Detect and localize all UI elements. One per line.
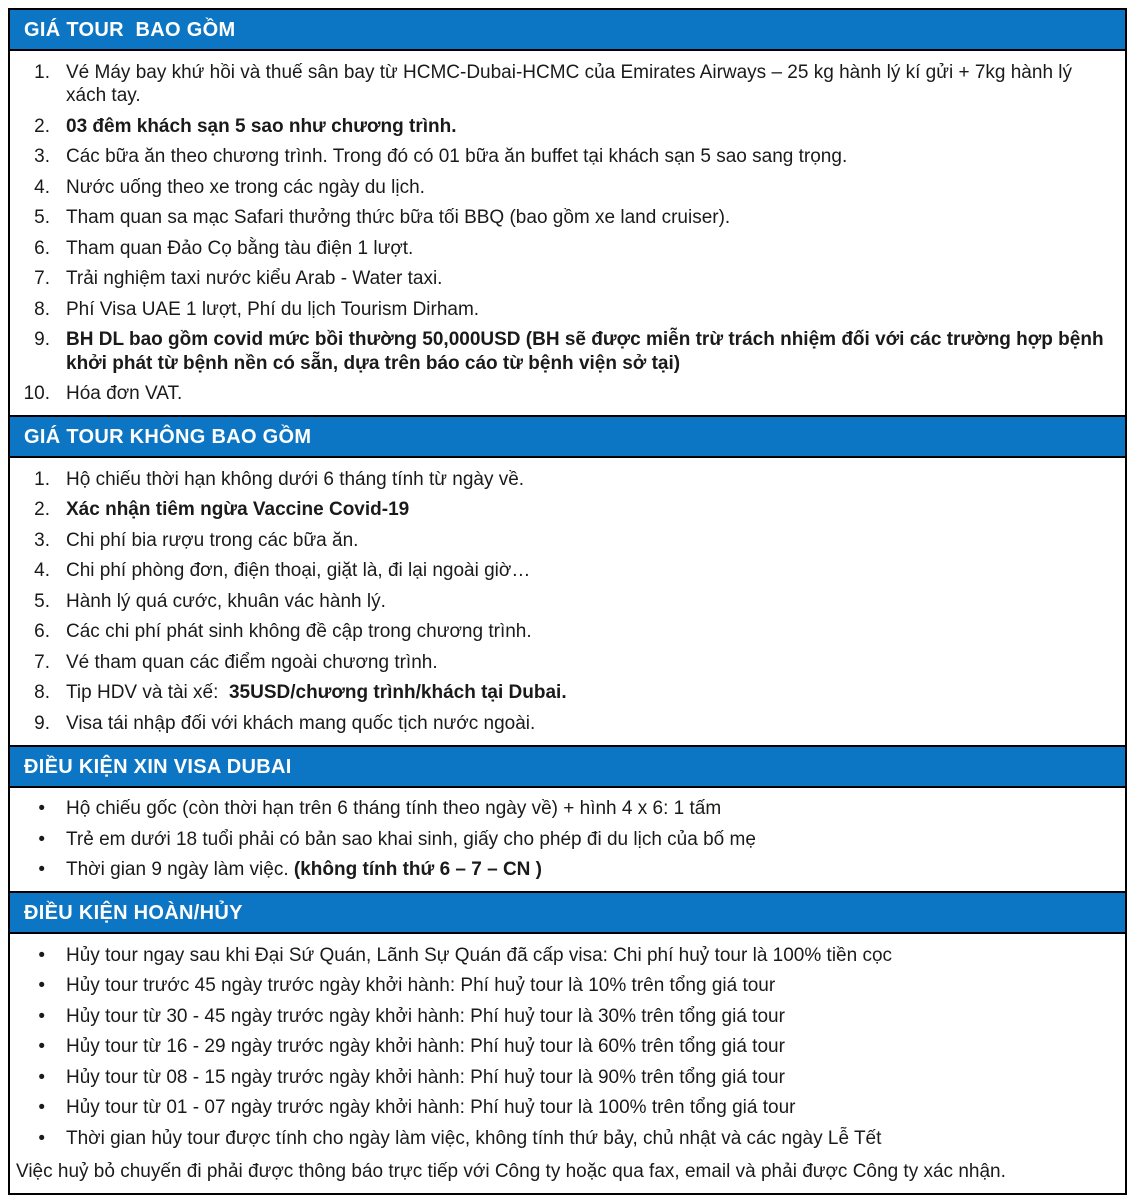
list-item (10, 1093, 1111, 1124)
text-segment: Tham quan sa mạc Safari thưởng thức bữa tối BBQ (bao gồm xe land cruiser). (66, 207, 731, 228)
item-text (66, 858, 1111, 882)
item-text (66, 559, 1111, 583)
item-bullet: • (38, 975, 45, 996)
section-header (10, 891, 1125, 934)
item-bullet: • (38, 859, 45, 880)
document-section (10, 891, 1125, 1193)
item-text (66, 1096, 1111, 1120)
section-body (10, 934, 1125, 1193)
item-text (66, 267, 1111, 291)
item-number: 4. (34, 176, 50, 198)
conditions-table (8, 8, 1127, 1195)
item-text (66, 61, 1111, 108)
item-number: 6. (34, 237, 50, 259)
text-segment: Thời gian 9 ngày làm việc. (66, 859, 294, 880)
item-bullet: • (38, 1036, 45, 1057)
text-segment: Chi phí phòng đơn, điện thoại, giặt là, đi lại ngoài giờ… (66, 560, 531, 581)
item-number: 7. (34, 268, 50, 289)
list-item (10, 940, 1111, 971)
list-item (10, 142, 1111, 173)
item-text (66, 1035, 1111, 1059)
item-text (66, 681, 1111, 705)
item-text (66, 828, 1111, 852)
item-bullet: • (38, 1127, 45, 1149)
section-header (10, 10, 1125, 51)
item-number: 5. (34, 207, 50, 228)
document-section (10, 10, 1125, 415)
text-segment: Phí Visa UAE 1 lượt, Phí du lịch Tourism Dirham. (66, 298, 480, 320)
list-item (10, 617, 1111, 648)
text-segment: Hộ chiếu thời hạn không dưới 6 tháng tính từ ngày về. (66, 468, 525, 490)
text-segment: Trải nghiệm taxi nước kiểu Arab - Water taxi. (66, 268, 443, 289)
item-text (66, 651, 1111, 675)
item-bullet: • (38, 944, 45, 966)
item-bullet: • (38, 1066, 45, 1088)
item-text (66, 468, 1111, 492)
list-item (10, 172, 1111, 203)
item-text (66, 328, 1111, 375)
text-segment: Các chi phí phát sinh không đề cập trong chương trình. (66, 621, 532, 642)
text-segment: Hủy tour trước 45 ngày trước ngày khởi hành: Phí huỷ tour là 10% trên tổng giá tour (66, 975, 776, 996)
list-item (10, 824, 1111, 855)
item-text (66, 115, 1111, 139)
text-segment: Chi phí bia rượu trong các bữa ăn. (66, 529, 359, 551)
item-number: 6. (34, 621, 50, 642)
text-segment: 03 đêm khách sạn 5 sao như chương trình. (66, 115, 457, 137)
text-segment: Hủy tour từ 01 - 07 ngày trước ngày khởi hành: Phí huỷ tour là 100% trên tổng giá tour (66, 1097, 796, 1118)
item-text (66, 590, 1111, 614)
text-segment: Hủy tour từ 30 - 45 ngày trước ngày khởi hành: Phí huỷ tour là 30% trên tổng giá tour (66, 1005, 785, 1027)
list-item (10, 111, 1111, 142)
list-item (10, 647, 1111, 678)
text-segment: Trẻ em dưới 18 tuổi phải có bản sao khai sinh, giấy cho phép đi du lịch của bố mẹ (66, 828, 756, 850)
item-text (66, 529, 1111, 553)
item-text (66, 145, 1111, 169)
list-item (10, 379, 1111, 410)
item-text (66, 176, 1111, 200)
list-item (10, 794, 1111, 825)
document-section (10, 745, 1125, 892)
item-number: 1. (34, 468, 50, 490)
item-number: 10. (23, 383, 50, 404)
text-segment: Tham quan Đảo Cọ bằng tàu điện 1 lượt. (66, 237, 414, 259)
item-bullet: • (38, 1005, 45, 1027)
list-item (10, 855, 1111, 886)
item-number: 5. (34, 590, 50, 612)
document-section (10, 415, 1125, 745)
text-segment: Hóa đơn VAT. (66, 383, 183, 404)
section-title: ĐIỀU KIỆN XIN VISA DUBAI (24, 755, 292, 778)
item-number: 1. (34, 61, 50, 83)
text-segment: Hủy tour ngay sau khi Đại Sứ Quán, Lãnh Sự Quán đã cấp visa: Chi phí huỷ tour là 100% tiền cọc (66, 944, 893, 966)
section-body (10, 51, 1125, 415)
section-body (10, 458, 1125, 745)
item-number: 7. (34, 651, 50, 673)
text-segment: BH DL bao gồm covid mức bồi thường 50,000USD (BH sẽ được miễn trừ trách nhiệm đối với các trường hợp bệnh khởi phát từ bệnh nền có sẵn, dựa trên báo cáo từ bệnh viện sở tại) (66, 329, 1109, 374)
item-number: 8. (34, 298, 50, 320)
item-number: 9. (34, 329, 50, 350)
item-text (66, 498, 1111, 522)
text-segment: Tip HDV và tài xế: (66, 682, 229, 703)
list-item (10, 525, 1111, 556)
item-number: 3. (34, 146, 50, 167)
item-number: 4. (34, 560, 50, 581)
list-item (10, 264, 1111, 295)
section-body (10, 788, 1125, 892)
list-item (10, 294, 1111, 325)
text-segment: Các bữa ăn theo chương trình. Trong đó có 01 bữa ăn buffet tại khách sạn 5 sao sang trọng. (66, 146, 848, 167)
list-item (10, 971, 1111, 1002)
list-item (10, 57, 1111, 111)
item-text (66, 1066, 1111, 1090)
list-item (10, 1123, 1111, 1154)
text-segment: Hành lý quá cước, khuân vác hành lý. (66, 590, 386, 612)
list-item (10, 495, 1111, 526)
list-item (10, 203, 1111, 234)
item-number: 3. (34, 529, 50, 551)
section-header (10, 745, 1125, 788)
item-number: 2. (34, 499, 50, 520)
item-text (66, 974, 1111, 998)
text-segment: (không tính thứ 6 – 7 – CN ) (293, 859, 543, 880)
list-item (10, 1032, 1111, 1063)
list-item (10, 1001, 1111, 1032)
text-segment: Nước uống theo xe trong các ngày du lịch. (66, 176, 425, 198)
item-bullet: • (38, 828, 45, 850)
list-item (10, 464, 1111, 495)
item-text (66, 237, 1111, 261)
text-segment: Visa tái nhập đối với khách mang quốc tịch nước ngoài. (66, 712, 536, 734)
item-number: 2. (34, 115, 50, 137)
section-title: GIÁ TOUR BAO GỒM (24, 19, 236, 41)
item-text (66, 944, 1111, 968)
footer-note: Việc huỷ bỏ chuyến đi phải được thông báo trực tiếp với Công ty hoặc qua fax, email và phải được Công ty xác nhận. (16, 1160, 1006, 1182)
list-item (10, 1062, 1111, 1093)
text-segment: 35USD/chương trình/khách tại Dubai. (228, 682, 567, 703)
section-header (10, 415, 1125, 458)
item-text (66, 1127, 1111, 1151)
list-item (10, 708, 1111, 739)
item-text (66, 797, 1111, 821)
item-text (66, 298, 1111, 322)
list-item (10, 586, 1111, 617)
text-segment: Vé tham quan các điểm ngoài chương trình. (66, 651, 438, 673)
section-title: ĐIỀU KIỆN HOÀN/HỦY (24, 902, 243, 924)
item-text (66, 382, 1111, 406)
text-segment: Hủy tour từ 16 - 29 ngày trước ngày khởi hành: Phí huỷ tour là 60% trên tổng giá tour (66, 1036, 785, 1057)
list-item (10, 556, 1111, 587)
text-segment: Xác nhận tiêm ngừa Vaccine Covid-19 (66, 499, 410, 520)
item-text (66, 712, 1111, 736)
item-number: 8. (34, 682, 50, 703)
list-item (10, 233, 1111, 264)
item-text (66, 206, 1111, 230)
item-bullet: • (38, 798, 45, 819)
list-item (10, 325, 1111, 379)
item-number: 9. (34, 712, 50, 734)
item-bullet: • (38, 1097, 45, 1118)
text-segment: Vé Máy bay khứ hồi và thuế sân bay từ HCMC-Dubai-HCMC của Emirates Airways – 25 kg hành lý kí gửi + 7kg hành lý xách tay. (66, 61, 1078, 106)
list-item (10, 678, 1111, 709)
text-segment: Hủy tour từ 08 - 15 ngày trước ngày khởi hành: Phí huỷ tour là 90% trên tổng giá tour (66, 1066, 785, 1088)
section-title: GIÁ TOUR KHÔNG BAO GỒM (24, 426, 312, 448)
item-text (66, 620, 1111, 644)
text-segment: Thời gian hủy tour được tính cho ngày làm việc, không tính thứ bảy, chủ nhật và các ngày Lễ Tết (66, 1127, 882, 1149)
text-segment: Hộ chiếu gốc (còn thời hạn trên 6 tháng tính theo ngày về) + hình 4 x 6: 1 tấm (66, 798, 722, 819)
item-text (66, 1005, 1111, 1029)
